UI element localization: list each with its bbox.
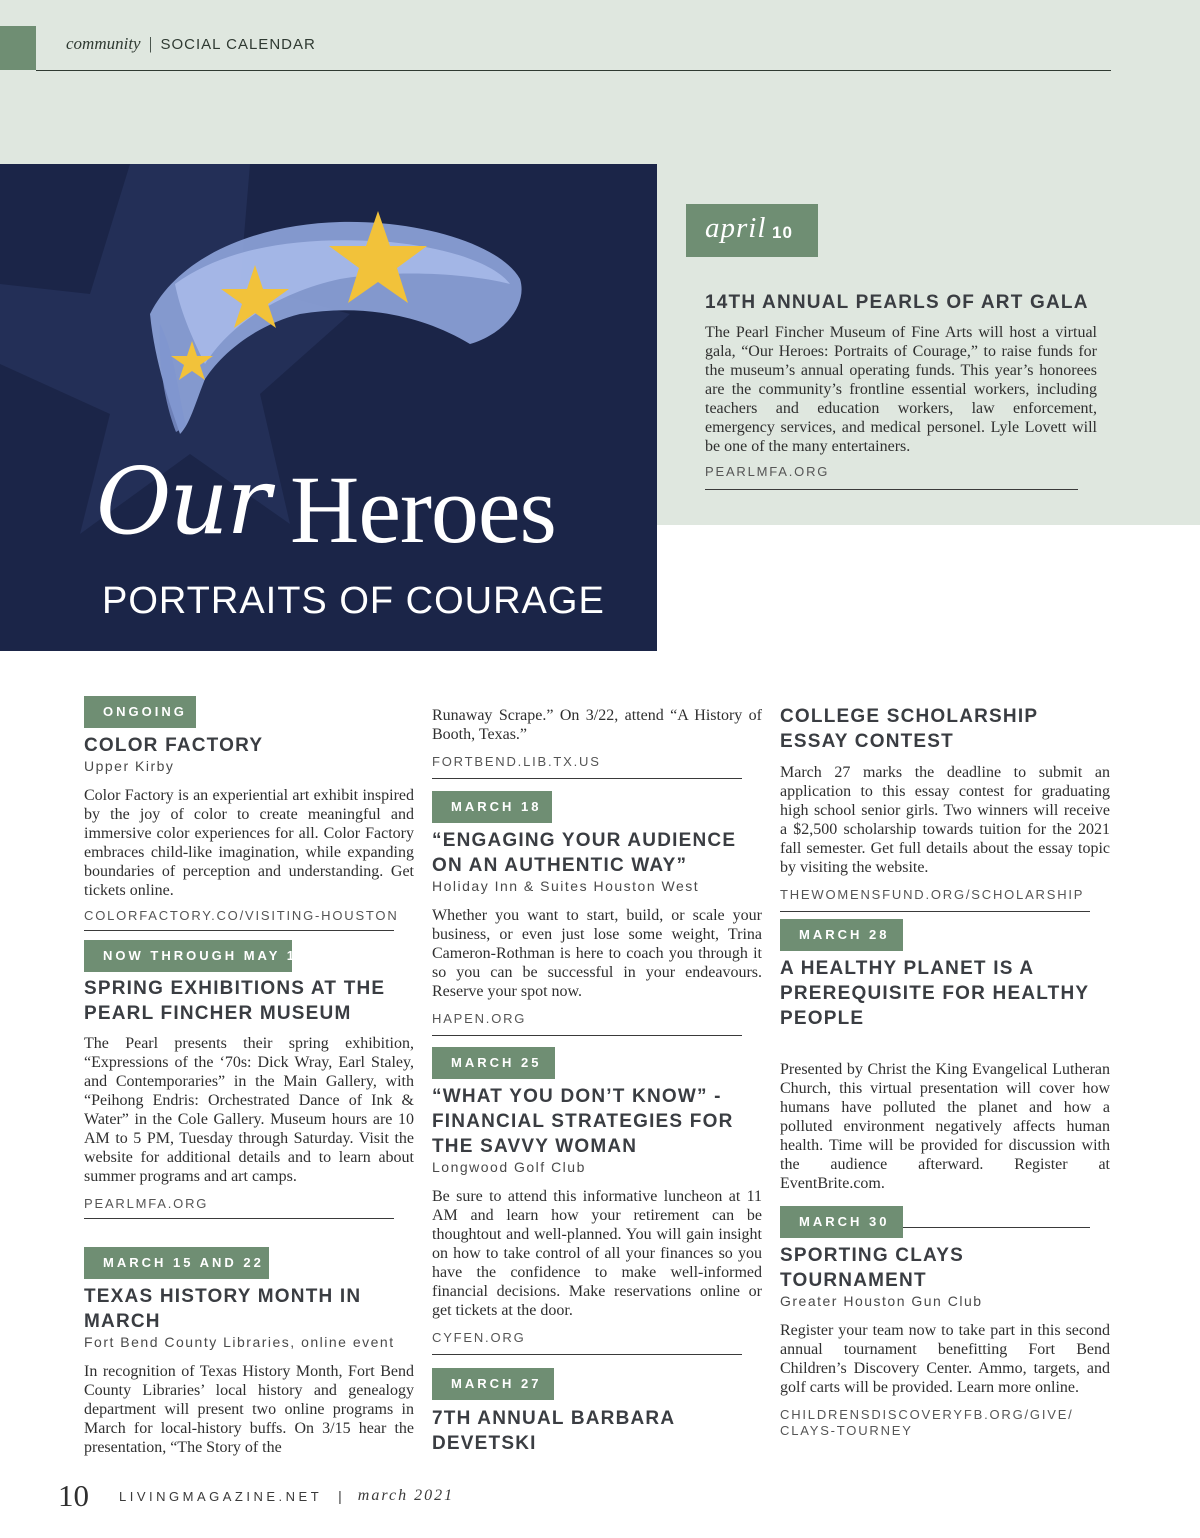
- featured-day: 10: [772, 223, 793, 242]
- event-title: COLOR FACTORY: [84, 735, 264, 756]
- event-texas-history: [84, 1284, 414, 1457]
- featured-rule: [705, 489, 1078, 490]
- event-url[interactable]: PEARLMFA.ORG: [84, 1196, 209, 1211]
- event-title: SPRING EXHIBITIONS AT THE PEARL FINCHER MUSEUM: [84, 978, 386, 1024]
- event-body: March 27 marks the deadline to submit an application to this essay contest for graduating high school senior girls. Two winners will receive a $2,500 scholarship towards tuition for the 2021 fall semester. Get full details about the essay topic by visiting the website.: [780, 764, 1110, 876]
- event-rule: [84, 1218, 394, 1219]
- section-header: [66, 34, 316, 54]
- event-body: In recognition of Texas History Month, Fort Bend County Libraries’ local history and genealogy department will present two online programs in March for local-history buffs. On 3/15 hear the presentation, “The Story of the: [84, 1363, 414, 1456]
- hero-artwork: [0, 164, 657, 651]
- event-venue: Greater Houston Gun Club: [780, 1293, 983, 1309]
- featured-event: [705, 290, 1097, 490]
- event-barbara-devetski-continued: [780, 704, 1110, 912]
- event-url[interactable]: FORTBEND.LIB.TX.US: [432, 754, 601, 769]
- event-sporting-clays: [780, 1243, 1110, 1439]
- event-rule: [432, 778, 742, 779]
- event-url[interactable]: COLORFACTORY.CO/VISITING-HOUSTON: [84, 908, 399, 923]
- event-what-you-dont-know: [432, 1084, 762, 1355]
- hero-subtitle: PORTRAITS OF COURAGE: [102, 580, 605, 622]
- event-body: Whether you want to start, build, or scale your business, or even just lose some weight, Trina Cameron-Rothman is here to coach you through it so you can be successful in your endeavours. Reserve your spot now.: [432, 907, 762, 1000]
- featured-url[interactable]: PEARLMFA.ORG: [705, 464, 830, 479]
- footer-issue: march 2021: [357, 1487, 455, 1504]
- event-date-badge: MARCH 27: [432, 1368, 554, 1400]
- event-rule: [432, 1035, 742, 1036]
- event-barbara-devetski: [432, 1406, 762, 1456]
- header-separator: |: [148, 34, 153, 53]
- event-color-factory: [84, 733, 414, 931]
- footer-separator: |: [338, 1488, 342, 1504]
- event-rule: [84, 930, 394, 931]
- event-venue: Upper Kirby: [84, 758, 175, 774]
- event-url[interactable]: CYFEN.ORG: [432, 1330, 526, 1345]
- event-engaging-audience: [432, 828, 762, 1036]
- event-title: A HEALTHY PLANET IS A PREREQUISITE FOR HEALTHY PEOPLE: [780, 958, 1089, 1029]
- page-footer: [58, 1478, 454, 1514]
- event-body: The Pearl presents their spring exhibition, “Expressions of the ‘70s: Dick Wray, Earl Staley, and Contemporaries” in the Main Gallery, with “Peihong Endris: Orchestrated Dance of Ink & Water” in the Cole Gallery. Museum hours are 10 AM to 5 PM, Tuesday through Saturday. Visit the website for additional details and to learn about summer programs and art camps.: [84, 1035, 414, 1185]
- event-title: TEXAS HISTORY MONTH IN MARCH: [84, 1286, 362, 1332]
- event-title: SPORTING CLAYS TOURNAMENT: [780, 1245, 964, 1291]
- hero-heading: Heroes: [290, 456, 556, 563]
- event-rule: [432, 1354, 742, 1355]
- featured-month: april: [705, 212, 767, 244]
- event-url[interactable]: HAPEN.ORG: [432, 1011, 527, 1026]
- featured-body: The Pearl Fincher Museum of Fine Arts will host a virtual gala, “Our Heroes: Portraits of Courage,” to raise funds for the museum’s annual operating funds. This year’s honorees are the community’s frontline essential workers, including teachers and education workers, law enforcement, emergency services, and medical personel. Lyle Lovett will be one of the many entertainers.: [705, 324, 1097, 455]
- header-rule: [36, 70, 1111, 71]
- footer-site[interactable]: LIVINGMAGAZINE.NET: [119, 1488, 323, 1504]
- event-title: “ENGAGING YOUR AUDIENCE ON AN AUTHENTIC WAY”: [432, 830, 737, 876]
- section-tab-marker: [0, 26, 36, 70]
- event-body: Register your team now to take part in this second annual tournament benefitting Fort Bend Children’s Discovery Center. Ammo, targets, and golf carts will be provided. Learn more online.: [780, 1322, 1110, 1396]
- featured-date-badge: [686, 204, 818, 257]
- event-date-badge: MARCH 25: [432, 1047, 555, 1079]
- event-title: 7TH ANNUAL BARBARA DEVETSKI: [432, 1408, 675, 1454]
- event-body-continued: Runaway Scrape.” On 3/22, attend “A History of Booth, Texas.”: [432, 707, 762, 743]
- event-date-badge: MARCH 28: [780, 919, 903, 951]
- event-spring-exhibitions: [84, 976, 414, 1219]
- event-healthy-planet: [780, 956, 1110, 1228]
- event-date-badge: MARCH 30: [780, 1206, 903, 1238]
- section-name: community: [66, 34, 141, 53]
- event-url[interactable]: THEWOMENSFUND.ORG/SCHOLARSHIP: [780, 887, 1085, 902]
- featured-title: 14TH ANNUAL PEARLS OF ART GALA: [705, 292, 1089, 313]
- event-date-badge: MARCH 18: [432, 791, 552, 823]
- event-texas-history-continued: [432, 706, 762, 779]
- event-body: Be sure to attend this informative luncheon at 11 AM and learn how your retirement can be thoughtout and well-planned. You will gain insight on how to take control of all your finances so you have the confidence to make well-informed financial decisions. Make reservations online or get tickets at the door.: [432, 1188, 762, 1319]
- event-date-badge: NOW THROUGH MAY 1: [84, 940, 292, 972]
- event-venue: Holiday Inn & Suites Houston West: [432, 878, 700, 894]
- page-number: 10: [58, 1478, 89, 1513]
- event-title: “WHAT YOU DON’T KNOW” - FINANCIAL STRATEGIES FOR THE SAVVY WOMAN: [432, 1086, 734, 1157]
- event-date-badge: ONGOING: [84, 696, 196, 728]
- event-body: Color Factory is an experiential art exhibit inspired by the joy of color to create meaningful and immersive color experiences for all. Color Factory embraces child-like imagination, while expanding boundaries of perception and understanding. Get tickets online.: [84, 787, 414, 899]
- event-title-continued: COLLEGE SCHOLARSHIP ESSAY CONTEST: [780, 706, 1038, 752]
- hero-image: [0, 164, 657, 651]
- event-body: Presented by Christ the King Evangelical Lutheran Church, this virtual presentation will cover how humans have polluted the planet and how a polluted environment negatively affects human health. Time will be provided for discussion with the audience afterward. Register at EventBrite.com.: [780, 1061, 1110, 1192]
- event-url[interactable]: CHILDRENSDISCOVERYFB.ORG/GIVE/ CLAYS-TOURNEY: [780, 1407, 1074, 1438]
- event-date-badge: MARCH 15 AND 22: [84, 1247, 269, 1279]
- section-subtitle: SOCIAL CALENDAR: [160, 36, 316, 53]
- event-rule: [780, 911, 1090, 912]
- event-venue: Fort Bend County Libraries, online event: [84, 1334, 395, 1350]
- event-venue: Longwood Golf Club: [432, 1159, 586, 1175]
- hero-script-text: Our: [96, 448, 269, 555]
